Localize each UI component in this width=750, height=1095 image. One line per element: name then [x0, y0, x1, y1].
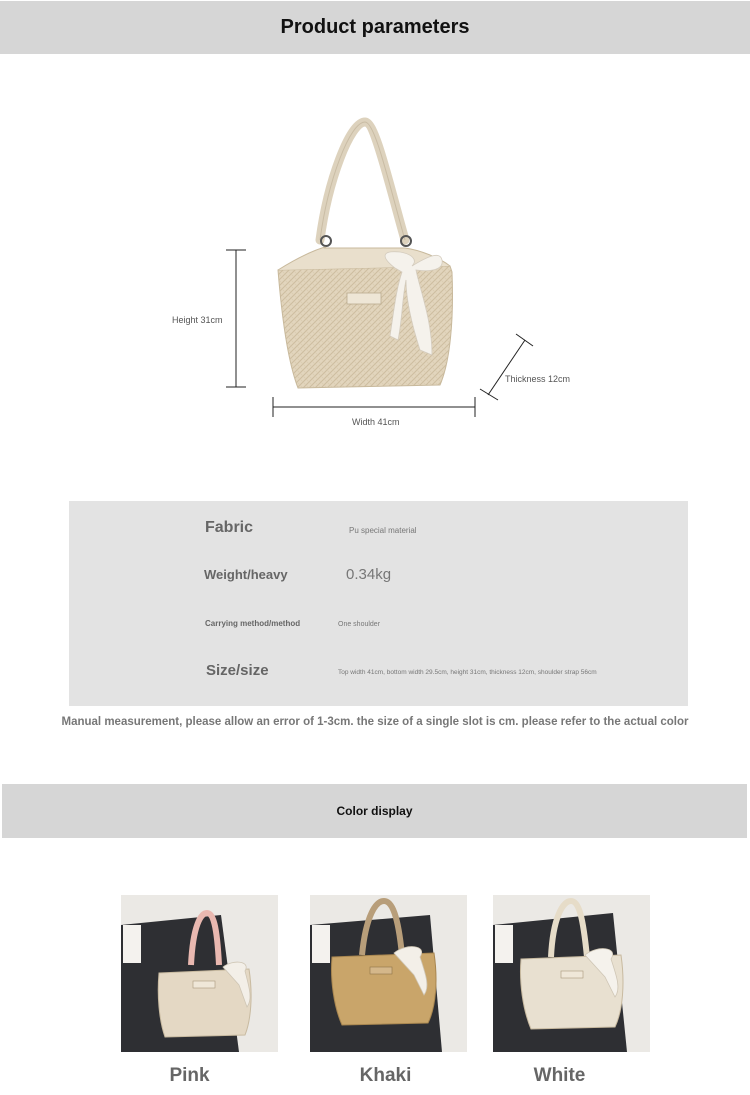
width-label: Width 41cm — [352, 417, 400, 427]
param-label: Weight/heavy — [204, 567, 288, 582]
measurement-note: Manual measurement, please allow an error of 1-3cm. the size of a single slot is cm. please refer to the actual color — [61, 716, 689, 728]
color-name-pink: Pink — [169, 1065, 210, 1086]
param-value: Top width 41cm, bottom width 29.5cm, height 31cm, thickness 12cm, shoulder strap 56cm — [338, 669, 597, 676]
color-swatch-khaki[interactable] — [310, 895, 467, 1052]
param-label: Size/size — [206, 662, 269, 679]
param-label: Carrying method/method — [205, 619, 301, 628]
white-bag-photo — [493, 895, 650, 1052]
bag-dimension-illustration — [150, 100, 600, 440]
color-name-white: White — [533, 1065, 586, 1086]
param-value: Pu special material — [349, 526, 417, 535]
color-display-title: Color display — [336, 804, 413, 818]
color-swatch-pink[interactable] — [121, 895, 278, 1052]
color-display-banner — [2, 784, 747, 838]
height-label: Height 31cm — [172, 315, 223, 325]
product-parameters-banner — [0, 1, 750, 54]
khaki-bag-photo — [310, 895, 467, 1052]
param-value: One shoulder — [338, 621, 381, 628]
param-label: Fabric — [205, 519, 254, 536]
product-parameters-title: Product parameters — [280, 16, 470, 38]
pink-bag-photo — [121, 895, 278, 1052]
color-name-khaki: Khaki — [359, 1065, 412, 1086]
param-value: 0.34kg — [346, 566, 392, 583]
parameter-table — [69, 501, 688, 706]
thickness-label: Thickness 12cm — [505, 374, 571, 384]
color-swatch-white[interactable] — [493, 895, 650, 1052]
